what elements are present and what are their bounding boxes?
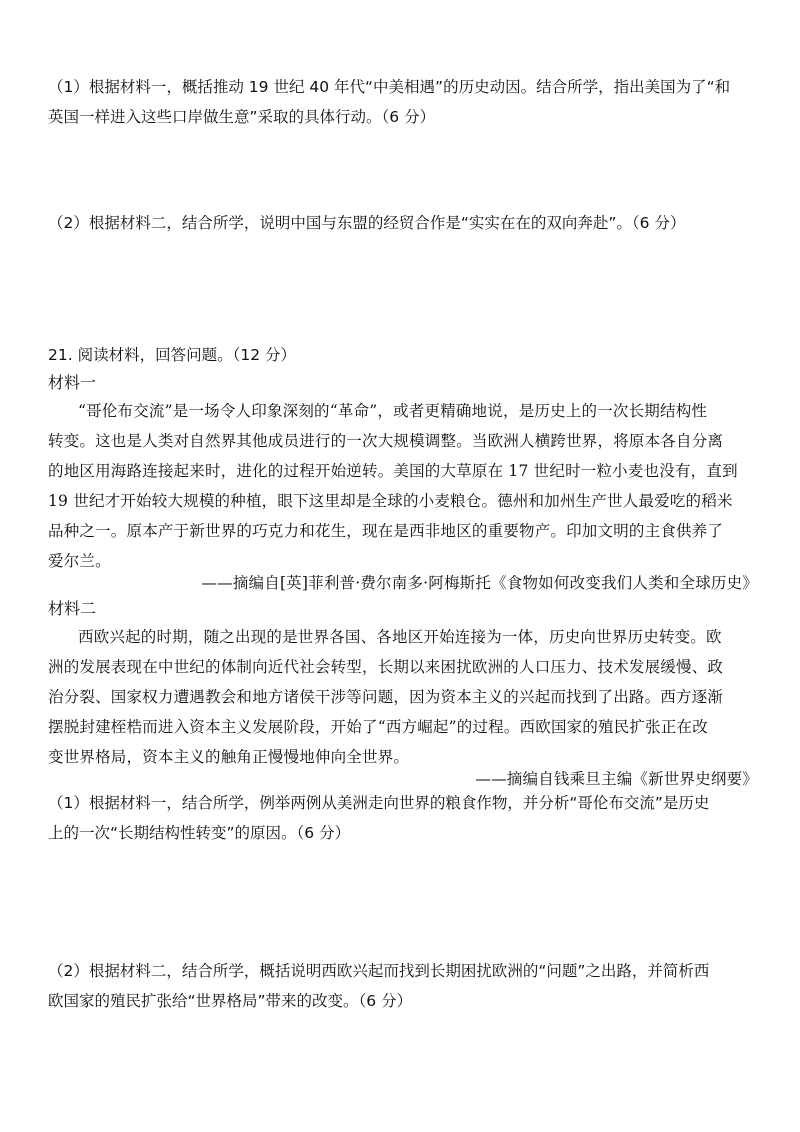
material2-line: 西欧兴起的时期，随之出现的是世界各国、各地区开始连接为一体，历史向世界历史转变。欧 (78, 628, 722, 646)
material2-line: 洲的发展表现在中世纪的体制向近代社会转型，长期以来困扰欧洲的人口压力、技术发展缓慢、政 (48, 658, 724, 676)
material1-line: 的地区用海路连接起来时，进化的过程开始逆转。美国的大草原在 17 世纪时一粒小麦也没有，直到 (48, 462, 738, 480)
q21-part1-line1: （1）根据材料一，结合所学，例举两例从美洲走向世界的粮食作物，并分析“哥伦布交流”是历史 (48, 794, 710, 812)
material1-line: “哥伦布交流”是一场令人印象深刻的“革命”，或者更精确地说，是历史上的一次长期结构性 (78, 402, 708, 420)
q21-part2-line1: （2）根据材料二，结合所学，概括说明西欧兴起而找到长期困扰欧洲的“问题”之出路，并简析西 (48, 962, 710, 980)
material2-label: 材料二 (48, 599, 97, 618)
material2-line: 变世界格局，资本主义的触角正慢慢地伸向全世界。 (48, 748, 410, 766)
q21-heading: 21. 阅读材料，回答问题。（12 分） (48, 346, 296, 364)
q21-part2-line2: 欧国家的殖民扩张给“世界格局”带来的改变。（6 分） (48, 992, 413, 1010)
material2-source: ——摘编自钱乘旦主编《新世界史纲要》 (475, 770, 758, 788)
q20-part2-line1: （2）根据材料二，结合所学，说明中国与东盟的经贸合作是“实实在在的双向奔赴”。（6 分） (48, 214, 686, 232)
q20-part1-line1: （1）根据材料一，概括推动 19 世纪 40 年代“中美相遇”的历史动因。结合所学，指出美国为了“和 (48, 78, 731, 96)
material1-line: 转变。这也是人类对自然界其他成员进行的一次大规模调整。当欧洲人横跨世界，将原本各自分离 (48, 432, 724, 450)
q20-part1-line2: 英国一样进入这些口岸做生意”采取的具体行动。（6 分） (48, 108, 436, 126)
material1-line: 19 世纪才开始较大规模的种植，眼下这里却是全球的小麦粮仓。德州和加州生产世人最爱吃的稻米 (48, 492, 733, 510)
material1-line: 爱尔兰。 (48, 552, 111, 570)
material2-line: 治分裂、国家权力遭遇教会和地方诸侯干涉等问题，因为资本主义的兴起而找到了出路。西方逐渐 (48, 688, 724, 706)
q21-part1-line2: 上的一次“长期结构性转变”的原因。（6 分） (48, 824, 351, 842)
material2-line: 摆脱封建桎梏而进入资本主义发展阶段，开始了“西方崛起”的过程。西欧国家的殖民扩张正在改 (48, 718, 708, 736)
material1-line: 品种之一。原本产于新世界的巧克力和花生，现在是西非地区的重要物产。印加文明的主食供养了 (48, 522, 724, 540)
material1-label: 材料一 (48, 373, 97, 392)
material1-source: ——摘编自[英]菲利普·费尔南多·阿梅斯托《食物如何改变我们人类和全球历史》 (201, 574, 758, 592)
